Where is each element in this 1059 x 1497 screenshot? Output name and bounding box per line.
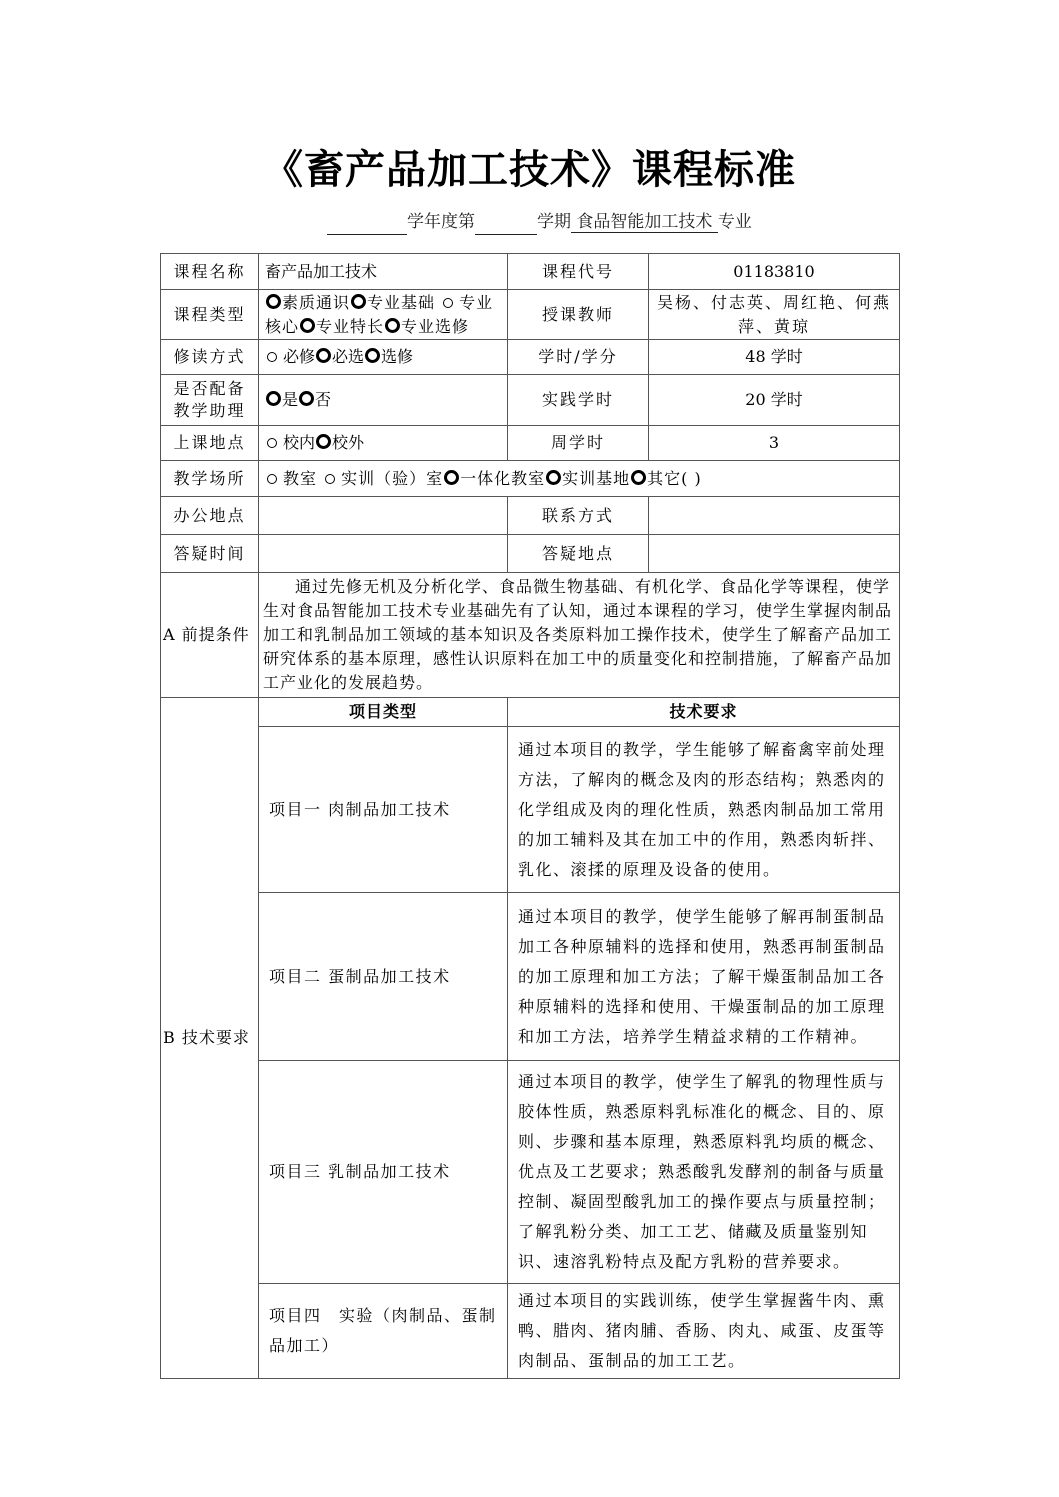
row-course-name (161, 254, 900, 290)
row-assistant (161, 375, 900, 426)
course-name-label: 课程名称 (161, 254, 259, 290)
location-label: 上课地点 (161, 426, 259, 461)
option-study-mode[interactable] (265, 347, 315, 366)
row-section-a (161, 573, 900, 698)
academic-year-blank (327, 215, 407, 235)
bold-circle-icon (266, 391, 281, 406)
bold-circle-icon (444, 470, 459, 485)
option-label: 一体化教室 (460, 468, 546, 488)
hours-label: 学时/学分 (508, 340, 649, 375)
project-requirement: 通过本项目的教学，使学生能够了解再制蛋制品加工各种原辅料的选择和使用，熟悉再制蛋制品的加工原理和加工方法；了解干燥蛋制品加工各种原辅料的选择和使用、干燥蛋制品的加工原理和加工方法，培养学生精益求精的工作精神。 (508, 893, 900, 1061)
row-study-mode (161, 340, 900, 375)
option-assistant[interactable] (298, 390, 331, 409)
bold-circle-icon (300, 318, 315, 333)
row-course-type (161, 290, 900, 340)
option-study-mode[interactable] (315, 347, 364, 366)
option-label: 专业特长 (316, 316, 385, 336)
teacher-label: 授课教师 (508, 290, 649, 340)
assistant-label-line2: 教学助理 (173, 401, 246, 420)
project-row (161, 1061, 900, 1284)
option-label: 否 (315, 390, 332, 409)
course-type-label: 课程类型 (161, 290, 259, 340)
thin-circle-icon (443, 298, 453, 308)
option-label: 是 (282, 390, 299, 409)
project-requirement: 通过本项目的实践训练，使学生掌握酱牛肉、熏鸭、腊肉、猪肉脯、香肠、肉丸、咸蛋、皮蛋等肉制品、蛋制品的加工工艺。 (508, 1284, 900, 1379)
venue-label: 教学场所 (161, 461, 259, 497)
column-header-project: 项目类型 (259, 698, 508, 727)
option-label: 校外 (332, 433, 365, 452)
major-name-text: 食品智能加工技术 (576, 212, 713, 232)
option-venue[interactable] (545, 469, 630, 488)
bold-circle-icon (365, 348, 380, 363)
project-row (161, 1284, 900, 1379)
project-row (161, 727, 900, 893)
option-label: 选修 (381, 347, 414, 366)
bold-circle-icon (546, 470, 561, 485)
bold-circle-icon (351, 294, 366, 309)
term-blank (475, 215, 537, 235)
project-name: 项目一 肉制品加工技术 (259, 727, 508, 893)
teacher-value: 吴杨、付志英、周红艳、何燕萍、黄琼 (649, 290, 900, 340)
option-label: 专业选修 (401, 316, 470, 336)
option-study-mode[interactable] (364, 347, 413, 366)
location-options (259, 426, 508, 461)
row-venue (161, 461, 900, 497)
qa-place-label: 答疑地点 (508, 535, 649, 573)
column-header-requirement: 技术要求 (508, 698, 900, 727)
course-name-value: 畜产品加工技术 (259, 254, 508, 290)
option-location[interactable] (265, 433, 315, 452)
study-mode-options (259, 340, 508, 375)
thin-circle-icon (267, 352, 277, 362)
bold-circle-icon (266, 294, 281, 309)
assistant-label-line1: 是否配备 (173, 379, 246, 398)
project-row (161, 893, 900, 1061)
option-label: 必选 (332, 347, 365, 366)
bold-circle-icon (316, 348, 331, 363)
bold-circle-icon (631, 470, 646, 485)
course-type-options (259, 290, 508, 340)
practice-hours-value: 20 学时 (649, 375, 900, 426)
project-name: 项目四 实验（肉制品、蛋制品加工） (259, 1284, 508, 1379)
project-name: 项目三 乳制品加工技术 (259, 1061, 508, 1284)
option-venue[interactable] (630, 469, 702, 488)
option-label: 素质通识 (282, 292, 351, 312)
option-venue[interactable] (265, 469, 317, 488)
option-label: 专业基础 (367, 292, 436, 312)
section-b-label: B 技术要求 (161, 698, 259, 1379)
option-label: 实训基地 (562, 468, 631, 488)
row-location (161, 426, 900, 461)
term-label: 学期 (537, 212, 571, 232)
course-code-label: 课程代号 (508, 254, 649, 290)
option-course-type[interactable] (350, 293, 435, 312)
practice-hours-label: 实践学时 (508, 375, 649, 426)
qa-time-label: 答疑时间 (161, 535, 259, 573)
section-a-label: A 前提条件 (161, 573, 259, 698)
assistant-options (259, 375, 508, 426)
row-section-b (161, 698, 900, 727)
hours-value: 48 学时 (649, 340, 900, 375)
thin-circle-icon (267, 438, 277, 448)
section-a-text: 通过先修无机及分析化学、食品微生物基础、有机化学、食品化学等课程，使学生对食品智能加工技术专业基础先有了认知，通过本课程的学习，使学生掌握肉制品加工和乳制品加工领域的基本知识及各类原料加工操作技术，使学生了解畜产品加工研究体系的基本原理，感性认识原料在加工中的质量变化和控制措施，了解畜产品加工产业化的发展趋势。 (259, 573, 900, 698)
weekly-hours-value: 3 (649, 426, 900, 461)
contact-value[interactable] (649, 497, 900, 535)
option-label: 校内 (283, 433, 316, 452)
bold-circle-icon (385, 318, 400, 333)
option-course-type[interactable] (384, 317, 469, 336)
option-label: 教室 (283, 468, 318, 488)
qa-time-value[interactable] (259, 535, 508, 573)
option-assistant[interactable] (265, 390, 298, 409)
major-name (571, 212, 718, 233)
study-mode-label: 修读方式 (161, 340, 259, 375)
option-label: 实训（验）室 (341, 468, 444, 488)
weekly-hours-label: 周学时 (508, 426, 649, 461)
document-subtitle (327, 210, 752, 235)
project-name: 项目二 蛋制品加工技术 (259, 893, 508, 1061)
row-office (161, 497, 900, 535)
assistant-label (161, 375, 259, 426)
venue-options (259, 461, 900, 497)
qa-place-value[interactable] (649, 535, 900, 573)
option-label: 其它( ) (647, 468, 702, 488)
row-qa (161, 535, 900, 573)
option-course-type[interactable] (299, 317, 384, 336)
office-value[interactable] (259, 497, 508, 535)
office-label: 办公地点 (161, 497, 259, 535)
option-venue[interactable] (443, 469, 545, 488)
contact-label: 联系方式 (508, 497, 649, 535)
course-code-value: 01183810 (649, 254, 900, 290)
project-requirement: 通过本项目的教学，学生能够了解畜禽宰前处理方法，了解肉的概念及肉的形态结构；熟悉肉的化学组成及肉的理化性质，熟悉肉制品加工常用的加工辅料及其在加工中的作用，熟悉肉斩拌、乳化、滚揉的原理及设备的使用。 (508, 727, 900, 893)
major-suffix: 专业 (717, 212, 752, 232)
year-label: 学年度第 (407, 212, 475, 232)
option-location[interactable] (315, 433, 364, 452)
document-title: 《畜产品加工技术》课程标准 (263, 147, 796, 193)
option-venue[interactable] (323, 469, 443, 488)
bold-circle-icon (316, 434, 331, 449)
course-standard-table (160, 253, 900, 1379)
thin-circle-icon (267, 474, 277, 484)
option-course-type[interactable] (265, 293, 350, 312)
project-requirement: 通过本项目的教学，使学生了解乳的物理性质与胶体性质，熟悉原料乳标准化的概念、目的、原则、步骤和基本原理，熟悉原料乳均质的概念、优点及工艺要求；熟悉酸乳发酵剂的制备与质量控制、凝固型酸乳加工的操作要点与质量控制；了解乳粉分类、加工工艺、储藏及质量鉴别知识、速溶乳粉特点及配方乳粉的营养要求。 (508, 1061, 900, 1284)
bold-circle-icon (299, 391, 314, 406)
option-label: 专业核心 (265, 292, 494, 336)
option-label: 必修 (283, 347, 316, 366)
thin-circle-icon (325, 474, 335, 484)
